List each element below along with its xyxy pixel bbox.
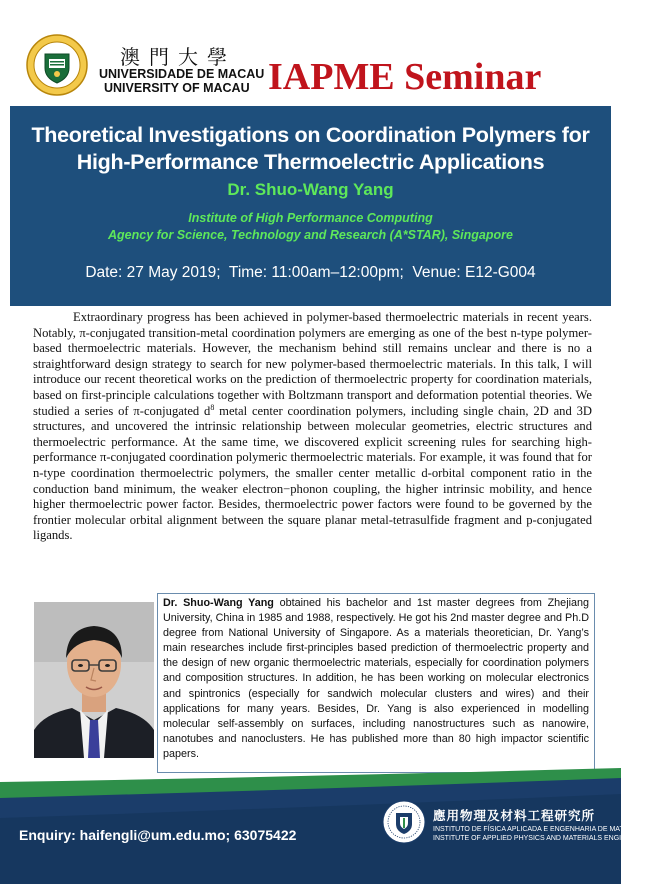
speaker-bio-box	[157, 593, 595, 773]
talk-title-line-2: High-Performance Thermoelectric Applications	[76, 150, 545, 174]
university-name-chinese: 澳門大學	[120, 45, 236, 69]
institute-name-english: INSTITUTE OF APPLIED PHYSICS AND MATERIALS ENGINEERING	[433, 835, 653, 842]
enquiry-contact: Enquiry: haifengli@um.edu.mo; 63075422	[19, 827, 297, 843]
speaker-photo	[34, 602, 154, 758]
talk-title	[10, 122, 611, 176]
talk-title-line-1: Theoretical Investigations on Coordination Polymers for	[31, 123, 590, 147]
abstract-text	[33, 310, 592, 544]
institute-name-portuguese: INSTITUTO DE FÍSICA APLICADA E ENGENHARIA DE MATERIAIS	[433, 826, 647, 833]
university-seal-icon	[26, 34, 88, 96]
speaker-bio	[163, 596, 589, 762]
seminar-title: IAPME Seminar	[268, 56, 542, 98]
speaker-name: Dr. Shuo-Wang Yang	[227, 180, 394, 199]
institute-logo-icon	[382, 800, 426, 844]
institute-name-chinese: 應用物理及材料工程研究所	[433, 808, 596, 823]
event-details: Date: 27 May 2019; Time: 11:00am–12:00pm; Venue: E12-G004	[85, 264, 536, 281]
abstract-superscript: 8	[210, 402, 215, 412]
university-name-english: UNIVERSITY OF MACAU	[104, 81, 250, 95]
bio-text: obtained his bachelor and 1st master degrees from Zhejiang University, China in 1985 and 1988, respectively. He got his 2nd master degree and Ph.D degree from National University of Singapore. As a materials theoretician, Dr. Yang’s main researches include first-principles based prediction of thermoelectric property and the design of new organic thermoelectric materials, especially for coordination polymers and composition structures. In addition, he has been working on molecular electronics and spintronics (especially for sandwich molecular clusters and wires) and their applications for many years. Besides, Dr. Yang is also experienced in modelling molecular self-assembly on surfaces, including nanostructures such as nanowire, nanotubes and nanoclusters. He has published more than 80 high impactor scientific papers.	[163, 597, 590, 760]
title-banner	[10, 106, 611, 306]
university-name-portuguese: UNIVERSIDADE DE MACAU	[99, 67, 265, 81]
affiliation-line-2: Agency for Science, Technology and Research (A*STAR), Singapore	[108, 228, 513, 242]
bio-speaker-name: Dr. Shuo-Wang Yang	[163, 597, 274, 609]
abstract-part-1: Extraordinary progress has been achieved in polymer-based thermoelectric materials in recent years. Notably, π-conjugated transition-metal coordination polymers are emerging as one of the best n-type polymer-based thermoelectric materials. However, the mechanism behind still remains unclear and there is no a straightforward design strategy to search for new polymer-based thermoelectric materials. In this talk, I will introduce our recent theoretical works on the prediction of thermoelectric property for coordination materials, based on first-principle calculations together with Boltzmann transport and deformation potential theories. We studied a series of π-conjugated d	[33, 310, 592, 418]
affiliation-line-1: Institute of High Performance Computing	[188, 211, 433, 225]
abstract-part-2: metal center coordination polymers, including single chain, 2D and 3D structures, and uncovered the intrinsic relationship between molecular geometries, electric structures and thermoelectric performance. At the same time, we discovered explicit screening rules for searching high-performance π-conjugated coordination polymeric thermoelectric materials. For example, it was found that for n-type coordination thermoelectric polymers, the smaller center metallic d-orbital component ratio in the conduction band minimum, the weaker electron−phonon coupling, the higher intrinsic mobility, and hence higher thermoelectric power factor. Besides, thermoelectric power factors were found to be governed by the frontier molecular orbital alignment between the square planar metal-tetrasulfide fragment and p-conjugated ligands.	[33, 403, 592, 543]
